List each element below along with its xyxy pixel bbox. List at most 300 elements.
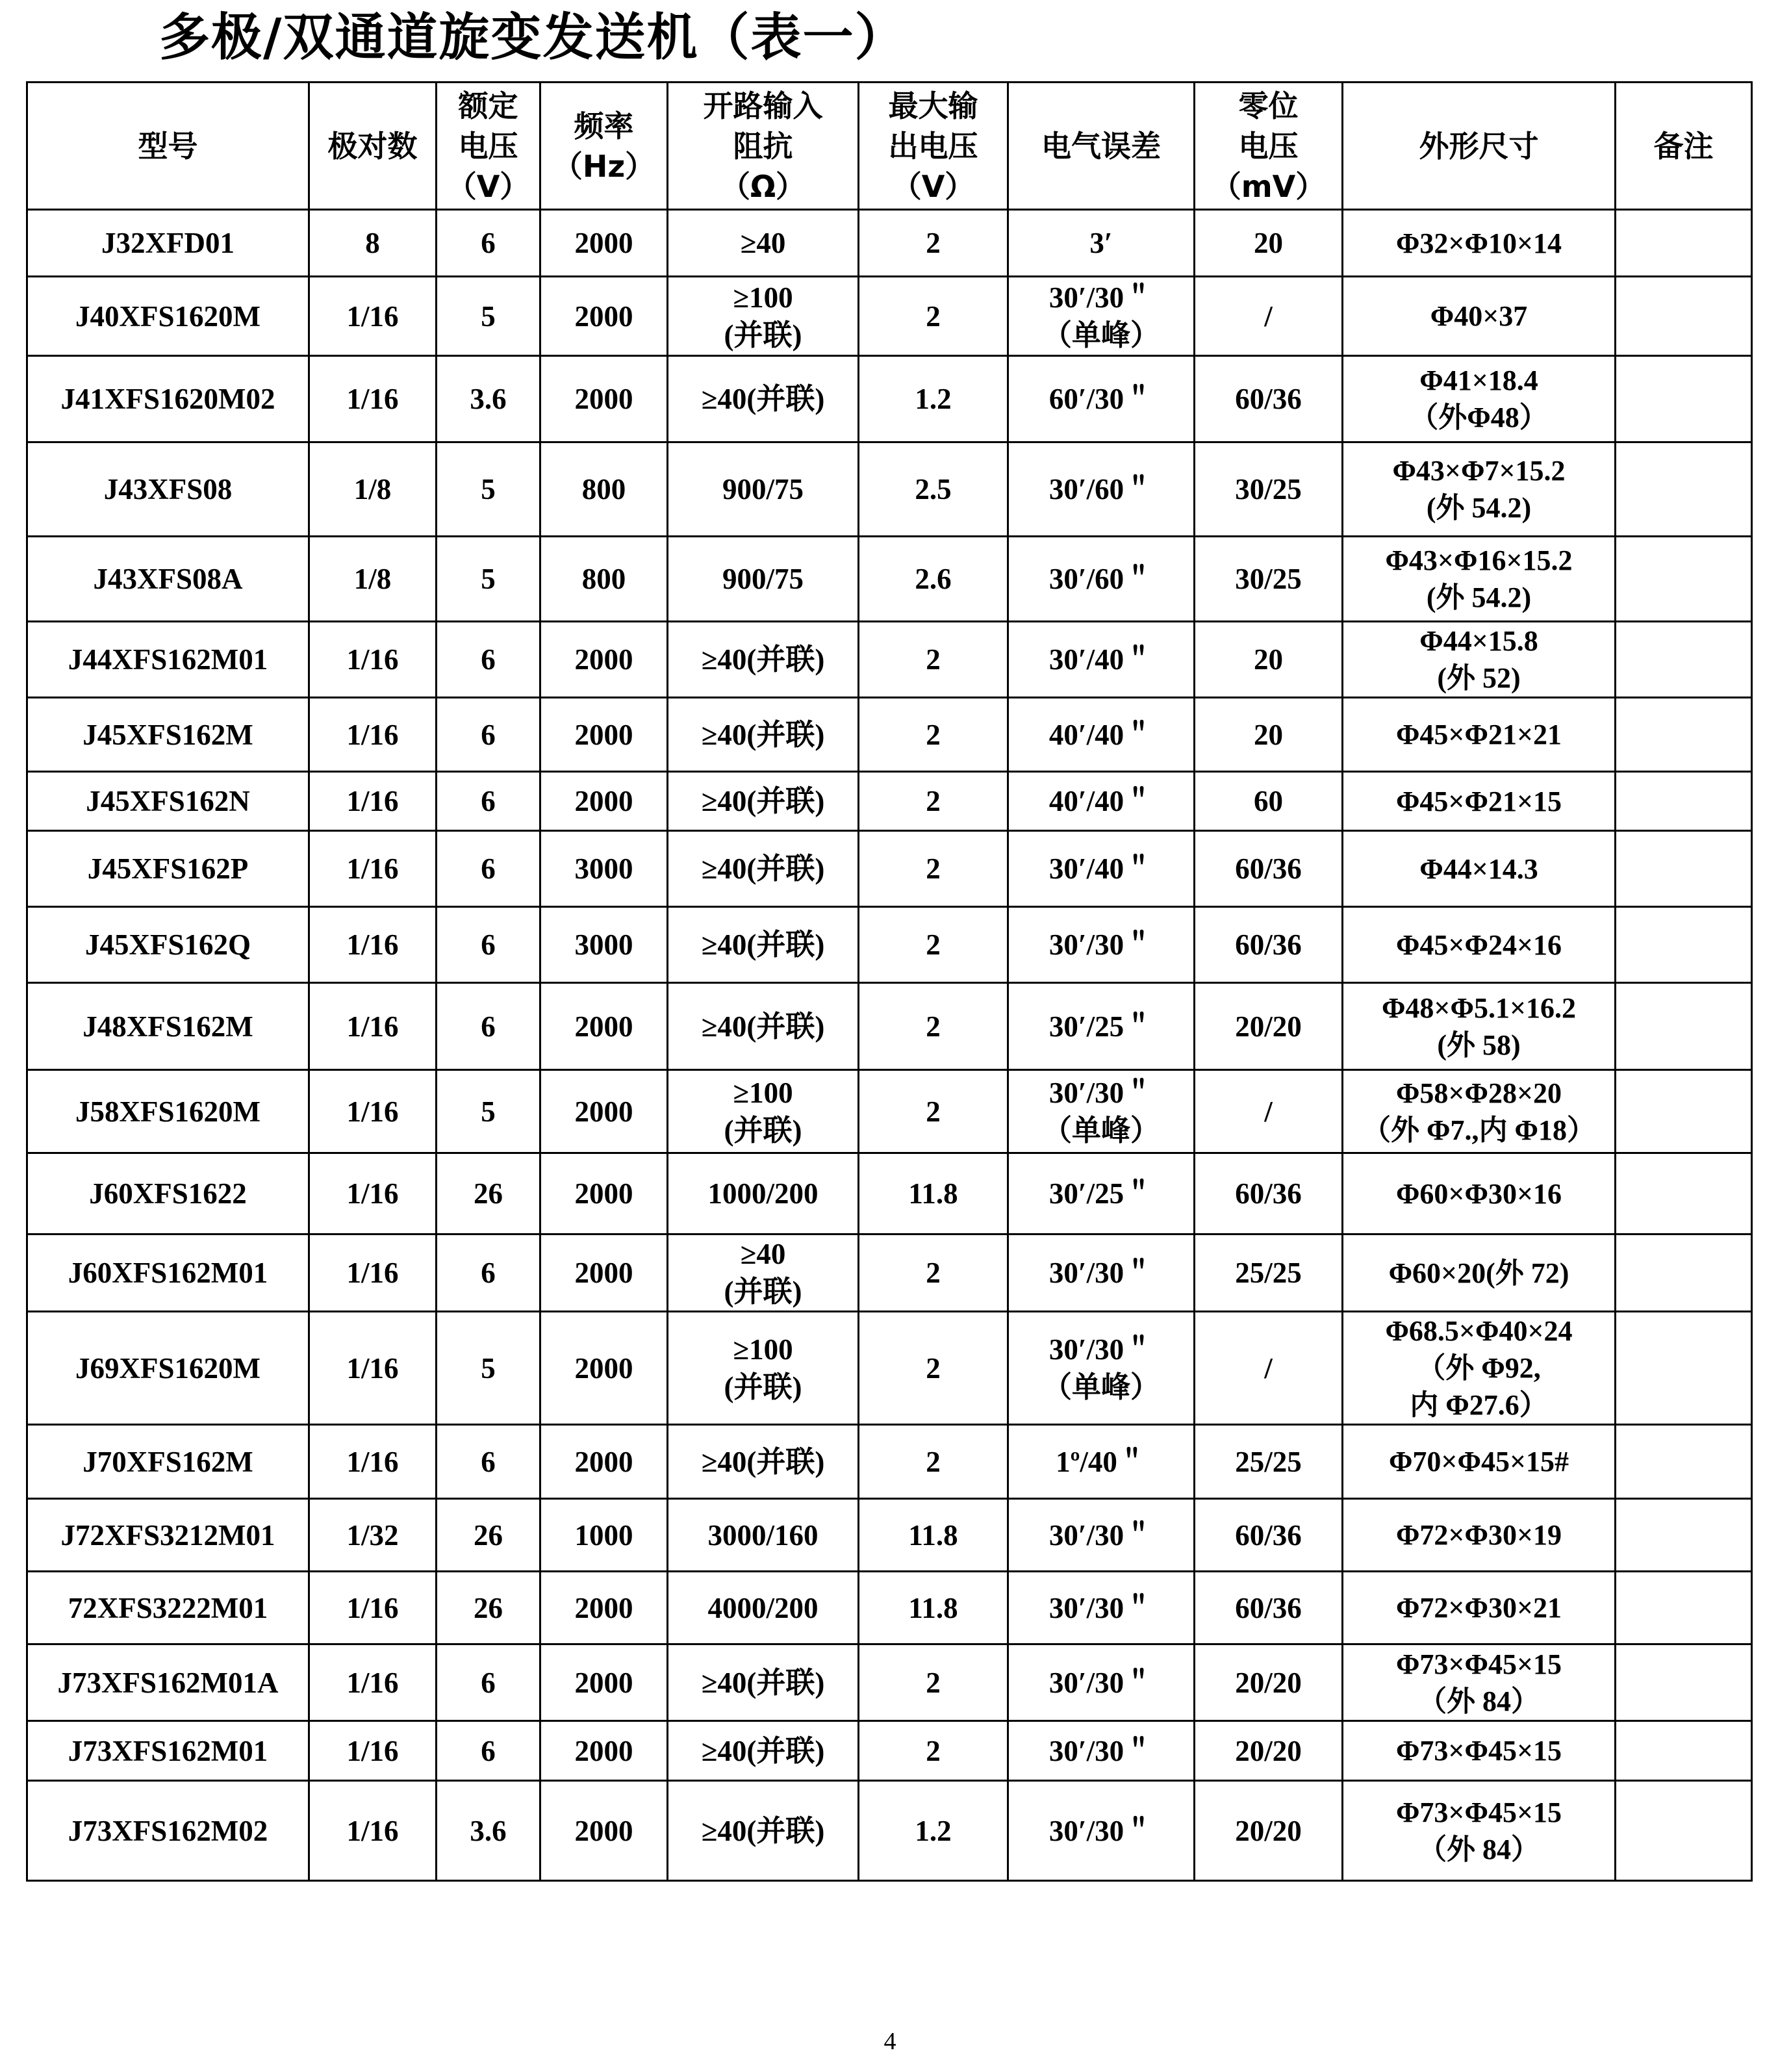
cell-line: ≥100: [733, 1333, 793, 1366]
cell-line: 内 Φ27.6）: [1410, 1389, 1548, 1421]
frequency-cell: 2000: [540, 1644, 668, 1721]
table-row: [27, 1572, 1752, 1644]
model-cell: J45XFS162P: [27, 831, 309, 907]
impedance-cell: [668, 983, 859, 1070]
cell-line: （外 Φ92,: [1417, 1352, 1541, 1384]
error-cell: [1008, 831, 1195, 907]
cell-line: 30′/30＂: [1048, 281, 1154, 314]
table-row: [27, 907, 1752, 983]
cell-line: （外 Φ7.,内 Φ18）: [1362, 1114, 1595, 1146]
cell-line: Φ45×Φ24×16: [1395, 928, 1562, 961]
header-label-line: （V）: [446, 168, 530, 204]
frequency-cell: 2000: [540, 1721, 668, 1781]
pole-pairs-cell: 1/32: [309, 1499, 437, 1572]
header-label-line: 零位: [1238, 88, 1299, 123]
table-row: [27, 1644, 1752, 1721]
impedance-cell: [668, 1781, 859, 1881]
pole-pairs-cell: 1/16: [309, 1070, 437, 1153]
cell-line: ≥40(并联): [701, 1814, 825, 1847]
cell-line: ≥100: [733, 1076, 793, 1109]
dimensions-cell: [1343, 1721, 1616, 1781]
output-voltage-cell: 11.8: [859, 1572, 1008, 1644]
impedance-cell: [668, 622, 859, 698]
model-cell: J43XFS08A: [27, 537, 309, 622]
cell-line: 30′/30＂: [1048, 928, 1154, 961]
rated-voltage-cell: 6: [437, 772, 540, 831]
cell-line: Φ48×Φ5.1×16.2: [1381, 991, 1577, 1024]
header-model: [27, 83, 309, 210]
output-voltage-cell: 1.2: [859, 1781, 1008, 1881]
rated-voltage-cell: 26: [437, 1572, 540, 1644]
frequency-cell: 3000: [540, 831, 668, 907]
cell-line: 30′/30＂: [1048, 1518, 1154, 1552]
cell-line: （外Φ48）: [1410, 402, 1548, 433]
model-cell: J58XFS1620M: [27, 1070, 309, 1153]
pole-pairs-cell: 1/8: [309, 442, 437, 537]
cell-line: (外 54.2): [1426, 492, 1532, 524]
output-voltage-cell: 2: [859, 772, 1008, 831]
output-voltage-cell: 2: [859, 1721, 1008, 1781]
frequency-cell: 800: [540, 442, 668, 537]
cell-line: (并联): [724, 1114, 802, 1147]
table-row: [27, 698, 1752, 772]
cell-line: 30′/40＂: [1048, 852, 1154, 885]
cell-line: Φ45×Φ21×15: [1395, 785, 1562, 817]
resolver-spec-table: [26, 81, 1753, 1882]
output-voltage-cell: 2: [859, 1425, 1008, 1499]
rated-voltage-cell: 6: [437, 907, 540, 983]
rated-voltage-cell: 6: [437, 983, 540, 1070]
null-voltage-cell: 30/25: [1195, 537, 1343, 622]
impedance-cell: [668, 1312, 859, 1425]
model-cell: J41XFS1620M02: [27, 356, 309, 442]
null-voltage-cell: 25/25: [1195, 1425, 1343, 1499]
dimensions-cell: [1343, 1644, 1616, 1721]
rated-voltage-cell: 5: [437, 277, 540, 356]
impedance-cell: [668, 537, 859, 622]
rated-voltage-cell: 5: [437, 537, 540, 622]
frequency-cell: 2000: [540, 356, 668, 442]
output-voltage-cell: 2: [859, 831, 1008, 907]
frequency-cell: 2000: [540, 1312, 668, 1425]
frequency-cell: 2000: [540, 1781, 668, 1881]
pole-pairs-cell: 1/16: [309, 1234, 437, 1312]
header-input-impedance: [668, 83, 859, 210]
frequency-cell: 2000: [540, 1572, 668, 1644]
output-voltage-cell: 1.2: [859, 356, 1008, 442]
output-voltage-cell: 2: [859, 1312, 1008, 1425]
cell-line: 900/75: [722, 563, 804, 595]
header-rated-voltage: [437, 83, 540, 210]
remarks-cell: [1616, 907, 1752, 983]
model-cell: J60XFS162M01: [27, 1234, 309, 1312]
null-voltage-cell: /: [1195, 1312, 1343, 1425]
model-cell: J73XFS162M02: [27, 1781, 309, 1881]
table-row: [27, 1721, 1752, 1781]
model-cell: J69XFS1620M: [27, 1312, 309, 1425]
null-voltage-cell: 60/36: [1195, 1153, 1343, 1234]
page-title: 多极/双通道旋变发送机（表一）: [159, 8, 907, 67]
error-cell: [1008, 907, 1195, 983]
cell-line: Φ60×Φ30×16: [1395, 1177, 1562, 1210]
pole-pairs-cell: 1/16: [309, 1644, 437, 1721]
remarks-cell: [1616, 1425, 1752, 1499]
remarks-cell: [1616, 772, 1752, 831]
dimensions-cell: [1343, 1425, 1616, 1499]
rated-voltage-cell: 6: [437, 1234, 540, 1312]
cell-line: Φ73×Φ45×15: [1395, 1735, 1562, 1767]
null-voltage-cell: /: [1195, 277, 1343, 356]
table-row: [27, 356, 1752, 442]
rated-voltage-cell: 5: [437, 1070, 540, 1153]
table-row: [27, 1425, 1752, 1499]
null-voltage-cell: 60/36: [1195, 356, 1343, 442]
impedance-cell: [668, 1070, 859, 1153]
pole-pairs-cell: 1/16: [309, 1721, 437, 1781]
rated-voltage-cell: 5: [437, 442, 540, 537]
impedance-cell: [668, 772, 859, 831]
null-voltage-cell: 60/36: [1195, 831, 1343, 907]
error-cell: [1008, 1721, 1195, 1781]
remarks-cell: [1616, 1572, 1752, 1644]
output-voltage-cell: 2.5: [859, 442, 1008, 537]
rated-voltage-cell: 6: [437, 210, 540, 277]
dimensions-cell: [1343, 210, 1616, 277]
header-row: [27, 83, 1752, 210]
cell-line: 30′/60＂: [1048, 473, 1154, 505]
cell-line: Φ58×Φ28×20: [1395, 1077, 1562, 1109]
frequency-cell: 800: [540, 537, 668, 622]
cell-line: 900/75: [722, 473, 804, 505]
impedance-cell: [668, 1499, 859, 1572]
model-cell: J44XFS162M01: [27, 622, 309, 698]
cell-line: Φ40×37: [1430, 300, 1528, 332]
dimensions-cell: [1343, 622, 1616, 698]
null-voltage-cell: 20/20: [1195, 1721, 1343, 1781]
output-voltage-cell: 2: [859, 622, 1008, 698]
model-cell: J70XFS162M: [27, 1425, 309, 1499]
remarks-cell: [1616, 1070, 1752, 1153]
cell-line: 4000/200: [707, 1591, 819, 1624]
rated-voltage-cell: 6: [437, 1425, 540, 1499]
cell-line: 1º/40＂: [1056, 1445, 1147, 1478]
table-row: [27, 210, 1752, 277]
pole-pairs-cell: 1/16: [309, 983, 437, 1070]
error-cell: [1008, 983, 1195, 1070]
impedance-cell: [668, 1153, 859, 1234]
output-voltage-cell: 2: [859, 1644, 1008, 1721]
pole-pairs-cell: 1/16: [309, 907, 437, 983]
impedance-cell: [668, 277, 859, 356]
header-label-line: 极对数: [327, 128, 418, 164]
frequency-cell: 2000: [540, 1234, 668, 1312]
cell-line: 30′/25＂: [1048, 1010, 1154, 1043]
pole-pairs-cell: 1/16: [309, 831, 437, 907]
dimensions-cell: [1343, 1153, 1616, 1234]
model-cell: J45XFS162N: [27, 772, 309, 831]
frequency-cell: 2000: [540, 983, 668, 1070]
remarks-cell: [1616, 537, 1752, 622]
remarks-cell: [1616, 831, 1752, 907]
rated-voltage-cell: 6: [437, 1721, 540, 1781]
cell-line: ≥40(并联): [701, 718, 825, 751]
frequency-cell: 1000: [540, 1499, 668, 1572]
cell-line: （单峰）: [1042, 1370, 1160, 1403]
cell-line: ≥40(并联): [701, 852, 825, 885]
cell-line: （单峰）: [1042, 318, 1160, 352]
dimensions-cell: [1343, 831, 1616, 907]
cell-line: Φ43×Φ7×15.2: [1392, 455, 1566, 487]
remarks-cell: [1616, 1234, 1752, 1312]
error-cell: [1008, 210, 1195, 277]
model-cell: J45XFS162M: [27, 698, 309, 772]
impedance-cell: [668, 1721, 859, 1781]
header-dimensions: [1343, 83, 1616, 210]
remarks-cell: [1616, 442, 1752, 537]
header-label-line: 备注: [1653, 128, 1714, 164]
remarks-cell: [1616, 1312, 1752, 1425]
null-voltage-cell: 20: [1195, 698, 1343, 772]
table-row: [27, 1499, 1752, 1572]
frequency-cell: 2000: [540, 1153, 668, 1234]
header-label-line: 电压: [1238, 128, 1299, 164]
frequency-cell: 2000: [540, 1425, 668, 1499]
impedance-cell: [668, 1644, 859, 1721]
dimensions-cell: [1343, 698, 1616, 772]
rated-voltage-cell: 6: [437, 622, 540, 698]
header-label-line: （mV）: [1211, 168, 1326, 204]
table-row: [27, 1234, 1752, 1312]
table-row: [27, 772, 1752, 831]
cell-line: 3000/160: [707, 1518, 819, 1552]
remarks-cell: [1616, 1644, 1752, 1721]
frequency-cell: 2000: [540, 277, 668, 356]
cell-line: ≥40(并联): [701, 1445, 825, 1478]
cell-line: (并联): [724, 1275, 802, 1308]
dimensions-cell: [1343, 772, 1616, 831]
cell-line: ≥40(并联): [701, 1734, 825, 1767]
null-voltage-cell: 30/25: [1195, 442, 1343, 537]
cell-line: 30′/60＂: [1048, 563, 1154, 595]
pole-pairs-cell: 1/16: [309, 356, 437, 442]
dimensions-cell: [1343, 277, 1616, 356]
error-cell: [1008, 537, 1195, 622]
impedance-cell: [668, 1234, 859, 1312]
rated-voltage-cell: 5: [437, 1312, 540, 1425]
table-row: [27, 831, 1752, 907]
error-cell: [1008, 1425, 1195, 1499]
cell-line: Φ70×Φ45×15#: [1388, 1446, 1569, 1477]
error-cell: [1008, 1572, 1195, 1644]
output-voltage-cell: 2: [859, 277, 1008, 356]
pole-pairs-cell: 1/16: [309, 1425, 437, 1499]
dimensions-cell: [1343, 1312, 1616, 1425]
cell-line: (外 58): [1437, 1029, 1521, 1061]
output-voltage-cell: 2: [859, 907, 1008, 983]
pole-pairs-cell: 1/16: [309, 1572, 437, 1644]
rated-voltage-cell: 6: [437, 698, 540, 772]
header-null-voltage: [1195, 83, 1343, 210]
output-voltage-cell: 11.8: [859, 1153, 1008, 1234]
output-voltage-cell: 2: [859, 1234, 1008, 1312]
cell-line: ≥40: [740, 227, 786, 259]
dimensions-cell: [1343, 907, 1616, 983]
dimensions-cell: [1343, 1499, 1616, 1572]
header-label-line: 阻抗: [733, 128, 793, 164]
output-voltage-cell: 2: [859, 210, 1008, 277]
table-row: [27, 277, 1752, 356]
table-body: [27, 210, 1752, 1881]
remarks-cell: [1616, 356, 1752, 442]
remarks-cell: [1616, 622, 1752, 698]
header-label-line: 电压: [458, 128, 518, 164]
cell-line: Φ73×Φ45×15: [1395, 1648, 1562, 1680]
cell-line: Φ68.5×Φ40×24: [1385, 1315, 1573, 1347]
pole-pairs-cell: 1/16: [309, 1153, 437, 1234]
header-pole-pairs: [309, 83, 437, 210]
table-row: [27, 537, 1752, 622]
frequency-cell: 3000: [540, 907, 668, 983]
dimensions-cell: [1343, 1070, 1616, 1153]
remarks-cell: [1616, 277, 1752, 356]
cell-line: 1000/200: [707, 1177, 819, 1210]
remarks-cell: [1616, 210, 1752, 277]
output-voltage-cell: 2: [859, 698, 1008, 772]
pole-pairs-cell: 1/16: [309, 772, 437, 831]
remarks-cell: [1616, 1499, 1752, 1572]
header-label-line: 型号: [138, 128, 198, 164]
header-frequency: [540, 83, 668, 210]
model-cell: J72XFS3212M01: [27, 1499, 309, 1572]
frequency-cell: 2000: [540, 698, 668, 772]
null-voltage-cell: 60/36: [1195, 907, 1343, 983]
cell-line: Φ72×Φ30×19: [1395, 1519, 1562, 1551]
null-voltage-cell: 20: [1195, 622, 1343, 698]
cell-line: (外 54.2): [1426, 582, 1532, 613]
error-cell: [1008, 1234, 1195, 1312]
rated-voltage-cell: 3.6: [437, 1781, 540, 1881]
dimensions-cell: [1343, 1781, 1616, 1881]
null-voltage-cell: 20/20: [1195, 1781, 1343, 1881]
model-cell: J60XFS1622: [27, 1153, 309, 1234]
cell-line: 40′/40＂: [1048, 785, 1154, 817]
impedance-cell: [668, 1425, 859, 1499]
error-cell: [1008, 622, 1195, 698]
remarks-cell: [1616, 1781, 1752, 1881]
output-voltage-cell: 2.6: [859, 537, 1008, 622]
null-voltage-cell: /: [1195, 1070, 1343, 1153]
pole-pairs-cell: 8: [309, 210, 437, 277]
header-label-line: 电气误差: [1041, 128, 1161, 164]
impedance-cell: [668, 210, 859, 277]
cell-line: (并联): [724, 1370, 802, 1403]
error-cell: [1008, 1644, 1195, 1721]
output-voltage-cell: 2: [859, 1070, 1008, 1153]
cell-line: 30′/30＂: [1048, 1591, 1154, 1624]
output-voltage-cell: 2: [859, 983, 1008, 1070]
error-cell: [1008, 1153, 1195, 1234]
cell-line: Φ60×20(外 72): [1388, 1257, 1569, 1289]
header-label-line: （V）: [891, 168, 975, 204]
cell-line: Φ73×Φ45×15: [1395, 1796, 1562, 1828]
impedance-cell: [668, 831, 859, 907]
pole-pairs-cell: 1/16: [309, 698, 437, 772]
cell-line: 30′/40＂: [1048, 643, 1154, 676]
header-label-line: （Hz）: [552, 148, 655, 184]
pole-pairs-cell: 1/8: [309, 537, 437, 622]
cell-line: Φ72×Φ30×21: [1395, 1592, 1562, 1624]
frequency-cell: 2000: [540, 622, 668, 698]
cell-line: ≥40(并联): [701, 785, 825, 817]
pole-pairs-cell: 1/16: [309, 1312, 437, 1425]
error-cell: [1008, 698, 1195, 772]
table-row: [27, 442, 1752, 537]
cell-line: 30′/25＂: [1048, 1177, 1154, 1210]
impedance-cell: [668, 907, 859, 983]
frequency-cell: 2000: [540, 1070, 668, 1153]
impedance-cell: [668, 442, 859, 537]
cell-line: （外 84）: [1418, 1833, 1540, 1865]
header-label-line: 外形尺寸: [1419, 128, 1539, 164]
null-voltage-cell: 60: [1195, 772, 1343, 831]
model-cell: 72XFS3222M01: [27, 1572, 309, 1644]
header-label-line: 频率: [574, 108, 634, 144]
cell-line: ≥40: [740, 1238, 786, 1270]
output-voltage-cell: 11.8: [859, 1499, 1008, 1572]
impedance-cell: [668, 1572, 859, 1644]
dimensions-cell: [1343, 1234, 1616, 1312]
dimensions-cell: [1343, 983, 1616, 1070]
pole-pairs-cell: 1/16: [309, 1781, 437, 1881]
remarks-cell: [1616, 1153, 1752, 1234]
dimensions-cell: [1343, 1572, 1616, 1644]
rated-voltage-cell: 26: [437, 1153, 540, 1234]
rated-voltage-cell: 3.6: [437, 356, 540, 442]
cell-line: （外 84）: [1418, 1685, 1540, 1717]
null-voltage-cell: 20: [1195, 210, 1343, 277]
cell-line: 30′/30＂: [1048, 1814, 1154, 1847]
error-cell: [1008, 1312, 1195, 1425]
cell-line: 30′/30＂: [1048, 1076, 1154, 1109]
error-cell: [1008, 442, 1195, 537]
model-cell: J48XFS162M: [27, 983, 309, 1070]
error-cell: [1008, 356, 1195, 442]
frequency-cell: 2000: [540, 210, 668, 277]
table-row: [27, 1153, 1752, 1234]
remarks-cell: [1616, 983, 1752, 1070]
model-cell: J45XFS162Q: [27, 907, 309, 983]
cell-line: Φ41×18.4: [1419, 365, 1538, 396]
header-label-line: 出电压: [888, 128, 978, 164]
pole-pairs-cell: 1/16: [309, 277, 437, 356]
cell-line: Φ45×Φ21×21: [1395, 719, 1562, 750]
table-row: [27, 622, 1752, 698]
error-cell: [1008, 772, 1195, 831]
cell-line: ≥100: [733, 281, 793, 314]
table-row: [27, 983, 1752, 1070]
header-label-line: 最大输: [888, 88, 978, 123]
rated-voltage-cell: 6: [437, 1644, 540, 1721]
header-remarks: [1616, 83, 1752, 210]
null-voltage-cell: 25/25: [1195, 1234, 1343, 1312]
cell-line: (外 52): [1437, 662, 1521, 694]
dimensions-cell: [1343, 442, 1616, 537]
table-row: [27, 1312, 1752, 1425]
model-cell: J73XFS162M01A: [27, 1644, 309, 1721]
model-cell: J43XFS08: [27, 442, 309, 537]
impedance-cell: [668, 356, 859, 442]
error-cell: [1008, 277, 1195, 356]
